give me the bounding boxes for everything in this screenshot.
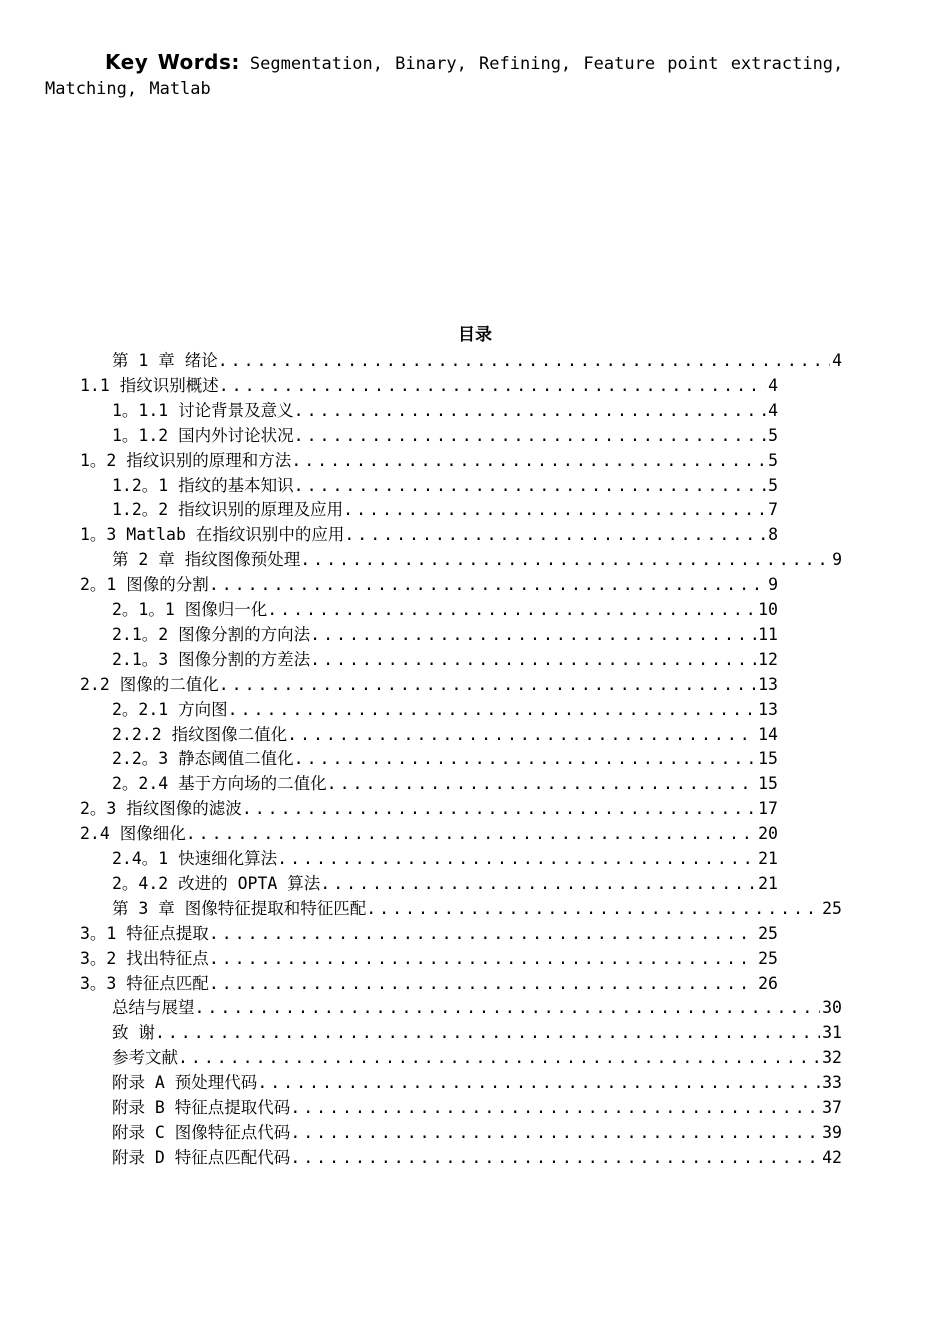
toc-entry-title: 总结与展望 [112, 998, 195, 1018]
toc-entry-title: 3。3 特征点匹配 [80, 973, 209, 993]
toc-entry-title: 2.2。3 静态阈值二值化 [112, 749, 294, 769]
toc-entry-title: 1。2 指纹识别的原理和方法 [80, 450, 292, 470]
toc-dot-leader [310, 647, 756, 672]
toc-entry[interactable] [80, 373, 778, 398]
toc-entry-page: 5 [768, 425, 778, 445]
toc-dot-leader [195, 995, 821, 1020]
keywords-label: Key Words: [105, 50, 240, 74]
toc-entry[interactable] [112, 647, 778, 672]
toc-entry-page: 31 [822, 1023, 842, 1043]
toc-entry-page: 25 [758, 923, 778, 943]
toc-entry[interactable] [80, 672, 778, 697]
toc-dot-leader [209, 921, 756, 946]
toc-dot-leader [343, 497, 766, 522]
toc-dot-leader [294, 398, 766, 423]
toc-entry[interactable] [80, 572, 778, 597]
toc-entry-page: 42 [822, 1147, 842, 1167]
toc-dot-leader [366, 896, 820, 921]
toc-entry-title: 第 1 章 绪论 [112, 351, 218, 370]
toc-dot-leader [287, 722, 756, 747]
toc-entry-title: 2.1。2 图像分割的方向法 [112, 624, 311, 644]
toc-entry-page: 4 [768, 375, 778, 395]
toc-dot-leader [228, 697, 756, 722]
toc-entry[interactable] [112, 473, 778, 498]
toc-entry-title: 第 2 章 指纹图像预处理 [112, 550, 301, 570]
toc-entry-title: 第 3 章 图像特征提取和特征匹配 [112, 898, 367, 918]
toc-entry[interactable] [112, 722, 778, 747]
toc-entry[interactable] [80, 821, 778, 846]
toc-entry-title: 2.1。3 图像分割的方差法 [112, 649, 311, 669]
toc-entry-page: 25 [758, 948, 778, 968]
toc-dot-leader [242, 796, 756, 821]
toc-entry[interactable] [80, 448, 778, 473]
toc-entry[interactable] [112, 423, 778, 448]
keywords-text: Segmentation, Binary, Refining, Feature point extracting, Matching, Matlab [45, 54, 844, 99]
toc-entry-title: 2。4.2 改进的 OPTA 算法 [112, 873, 321, 893]
toc-dot-leader [310, 622, 756, 647]
toc-entry[interactable] [112, 622, 778, 647]
toc-entry-title: 2.2 图像的二值化 [80, 674, 219, 694]
toc-entry-title: 1。1.2 国内外讨论状况 [112, 425, 294, 445]
toc-entry-title: 3。2 找出特征点 [80, 948, 209, 968]
toc-entry-page: 9 [768, 575, 778, 595]
toc-entry-page: 30 [822, 998, 842, 1018]
toc-entry[interactable] [80, 971, 778, 996]
toc-dot-leader [294, 423, 766, 448]
toc-entry-page: 26 [758, 973, 778, 993]
toc-entry-page: 5 [768, 475, 778, 495]
toc-entry[interactable] [112, 1045, 842, 1070]
toc-entry[interactable] [80, 946, 778, 971]
toc-entry[interactable] [112, 995, 842, 1020]
toc-entry-page: 20 [758, 824, 778, 844]
toc-entry-page: 21 [758, 849, 778, 868]
toc-title: 目录 [458, 325, 492, 345]
toc-entry[interactable] [112, 871, 778, 896]
toc-entry-title: 2。2.4 基于方向场的二值化 [112, 774, 327, 794]
toc-entry-page: 15 [758, 774, 778, 794]
toc-dot-leader [277, 846, 756, 871]
toc-entry-title: 2.4 图像细化 [80, 824, 186, 844]
toc-dot-leader [209, 971, 756, 996]
toc-entry[interactable] [112, 597, 778, 622]
toc-entry-page: 13 [758, 699, 778, 719]
toc-entry-page: 5 [768, 450, 778, 470]
toc-entry-title: 2.2.2 指纹图像二值化 [112, 724, 288, 744]
toc-dot-leader [300, 547, 830, 572]
toc-entry[interactable] [112, 1145, 842, 1170]
toc-entry[interactable] [112, 771, 778, 796]
toc-entry-title: 1.2。1 指纹的基本知识 [112, 475, 294, 495]
toc-entry[interactable] [112, 697, 778, 722]
toc-entry[interactable] [112, 398, 778, 423]
toc-dot-leader [155, 1020, 820, 1045]
toc-entry[interactable] [112, 746, 778, 771]
toc-entry-title: 1.2。2 指纹识别的原理及应用 [112, 500, 344, 520]
toc-entry-title: 1。1.1 讨论背景及意义 [112, 400, 294, 420]
toc-entry[interactable] [112, 497, 778, 522]
toc-entry-page: 37 [822, 1098, 842, 1117]
toc-entry-page: 17 [758, 799, 778, 819]
toc-dot-leader [219, 672, 756, 697]
toc-entry-page: 15 [758, 749, 778, 769]
toc-dot-leader [294, 746, 756, 771]
toc-entry-title: 2.4。1 快速细化算法 [112, 849, 278, 868]
toc-dot-leader [209, 572, 766, 597]
toc-dot-leader [209, 946, 756, 971]
toc-entry-title: 参考文献 [112, 1048, 178, 1068]
toc-entry[interactable] [112, 846, 778, 871]
toc-entry[interactable] [80, 796, 778, 821]
toc-entry-page: 14 [758, 724, 778, 744]
toc-dot-leader [320, 871, 756, 896]
toc-dot-leader [327, 771, 756, 796]
toc-dot-leader [267, 597, 756, 622]
toc-dot-leader [344, 522, 766, 547]
toc-entry-title: 致 谢 [112, 1023, 155, 1043]
toc-dot-leader [290, 1145, 820, 1170]
toc-entry-page: 4 [832, 351, 842, 370]
toc-entry[interactable] [112, 1070, 842, 1095]
toc-entry-title: 附录 A 预处理代码 [112, 1073, 258, 1093]
toc-dot-leader [178, 1045, 820, 1070]
toc-entry-title: 2。1。1 图像归一化 [112, 600, 268, 619]
toc-entry-title: 2。1 图像的分割 [80, 575, 209, 595]
toc-entry-page: 8 [768, 525, 778, 545]
toc-entry[interactable] [112, 1095, 842, 1120]
toc-entry[interactable] [112, 1120, 842, 1145]
toc-dot-leader [219, 373, 766, 398]
toc-entry-page: 33 [822, 1073, 842, 1093]
toc-entry-page: 9 [832, 550, 842, 570]
toc-entry-title: 3。1 特征点提取 [80, 923, 209, 943]
toc-entry-page: 25 [822, 898, 842, 918]
toc-entry-title: 附录 B 特征点提取代码 [112, 1098, 291, 1117]
toc-entry-page: 32 [822, 1048, 842, 1068]
toc-dot-leader [290, 1120, 820, 1145]
toc-entry[interactable] [112, 348, 842, 373]
toc-entry[interactable] [112, 547, 842, 572]
toc-entry-page: 7 [768, 500, 778, 520]
toc-entry-title: 2。3 指纹图像的滤波 [80, 799, 242, 819]
toc-dot-leader [294, 473, 766, 498]
toc-dot-leader [218, 348, 830, 373]
toc-entry[interactable] [80, 522, 778, 547]
toc-entry-title: 1.1 指纹识别概述 [80, 375, 219, 395]
toc-dot-leader [290, 1095, 820, 1120]
toc-entry[interactable] [112, 896, 842, 921]
toc-entry-page: 4 [768, 400, 778, 420]
toc-entry-page: 12 [758, 649, 778, 669]
toc-entry-title: 2。2.1 方向图 [112, 699, 228, 719]
toc-entry[interactable] [112, 1020, 842, 1045]
toc-entry-page: 10 [758, 600, 778, 619]
keywords-paragraph [45, 50, 855, 102]
toc-entry-page: 13 [758, 674, 778, 694]
toc-entry-title: 1。3 Matlab 在指纹识别中的应用 [80, 525, 345, 545]
toc-entry-title: 附录 C 图像特征点代码 [112, 1122, 291, 1142]
toc-dot-leader [257, 1070, 820, 1095]
toc-entry[interactable] [80, 921, 778, 946]
toc-entry-page: 39 [822, 1122, 842, 1142]
toc-dot-leader [291, 448, 766, 473]
toc-dot-leader [186, 821, 756, 846]
toc-entry-page: 21 [758, 873, 778, 893]
toc-entry-page: 11 [758, 624, 778, 644]
toc-entry-title: 附录 D 特征点匹配代码 [112, 1147, 291, 1167]
